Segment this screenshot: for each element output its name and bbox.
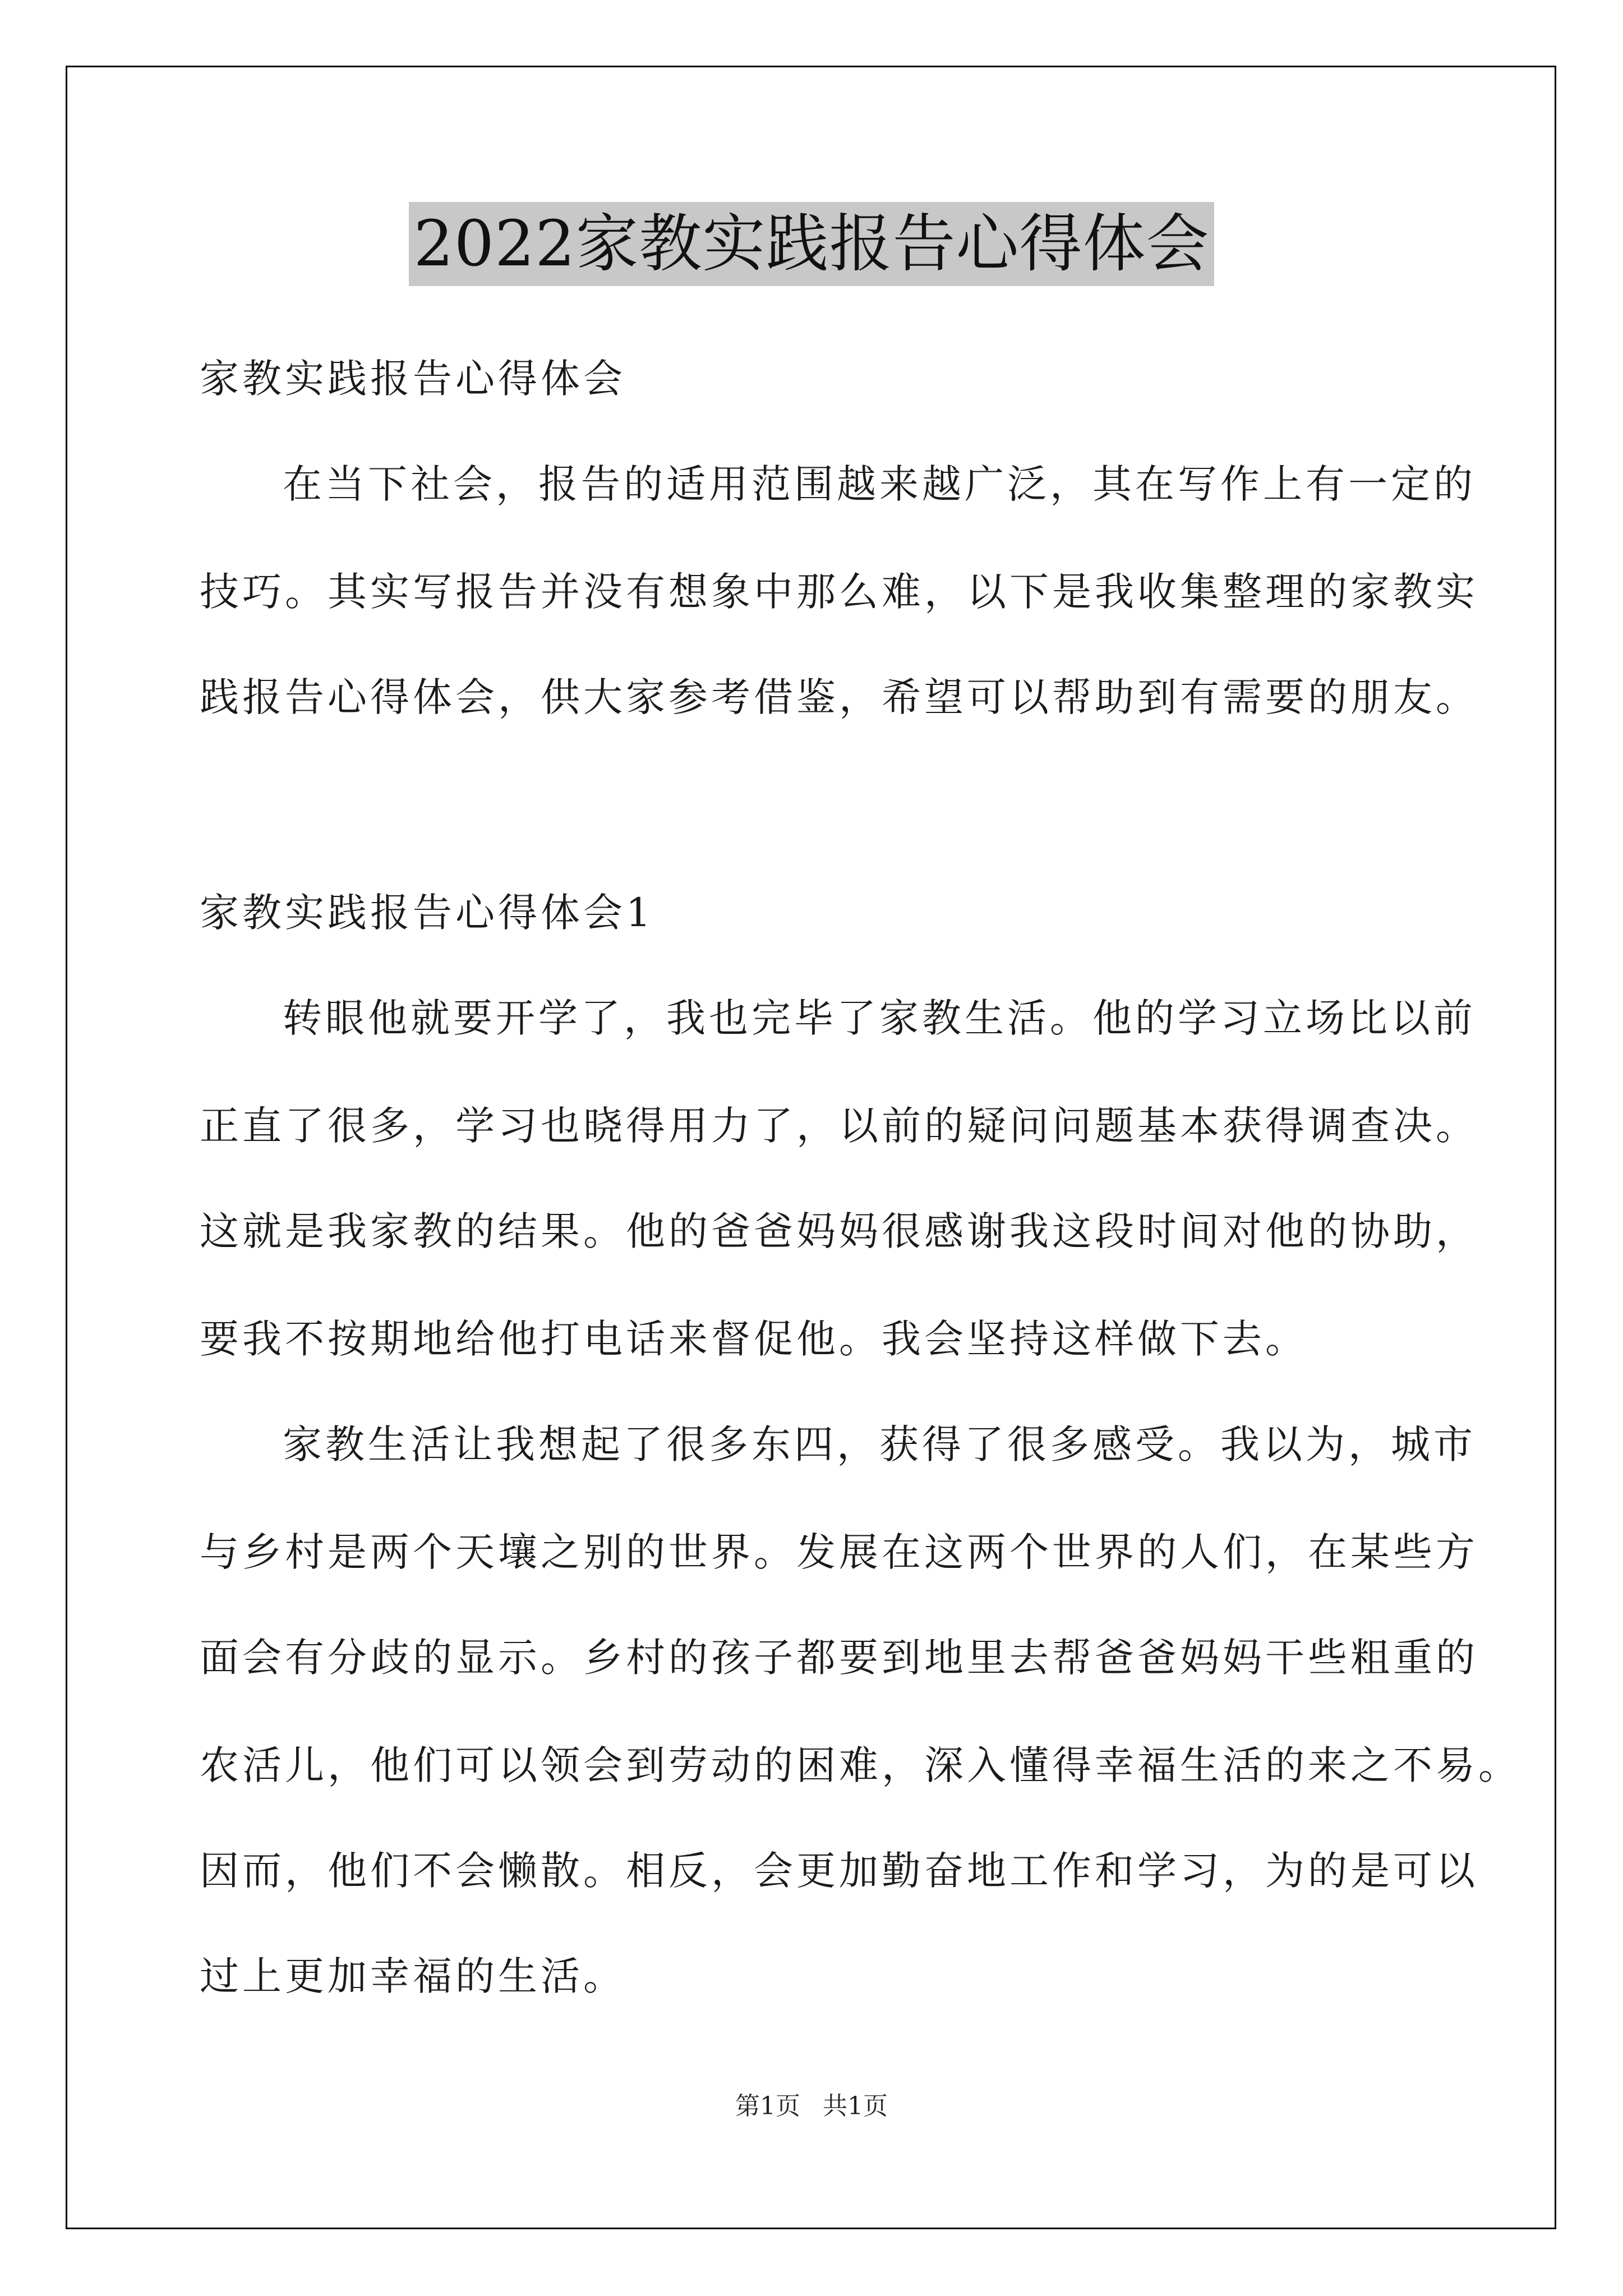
section-1-p2-line-2: 与乡村是两个天壤之别的世界。发展在这两个世界的人们，在某些方	[200, 1529, 1478, 1575]
document-subtitle: 家教实践报告心得体会	[200, 356, 626, 402]
document-title: 2022家教实践报告心得体会	[409, 202, 1214, 286]
section-1-p2-line-5: 因而，他们不会懒散。相反，会更加勤奋地工作和学习，为的是可以	[200, 1848, 1478, 1894]
section-1-heading: 家教实践报告心得体会1	[200, 890, 654, 936]
title-container	[0, 202, 1623, 286]
section-1-p1-line-1: 转眼他就要开学了，我也完毕了家教生活。他的学习立场比以前	[283, 995, 1476, 1041]
page-number-total: 共1页	[823, 2092, 888, 2120]
section-1-p2-line-4: 农活儿，他们可以领会到劳动的困难，深入懂得幸福生活的来之不易。	[200, 1742, 1521, 1788]
section-1-p2-line-1: 家教生活让我想起了很多东四，获得了很多感受。我以为，城市	[283, 1421, 1476, 1467]
section-1-p1-line-4: 要我不按期地给他打电话来督促他。我会坚持这样做下去。	[200, 1316, 1308, 1362]
intro-line-2: 技巧。其实写报告并没有想象中那么难，以下是我收集整理的家教实	[200, 569, 1478, 615]
page-number-current: 第1页	[735, 2092, 800, 2120]
section-1-p2-line-3: 面会有分歧的显示。乡村的孩子都要到地里去帮爸爸妈妈干些粗重的	[200, 1635, 1478, 1681]
section-1-p1-line-2: 正直了很多，学习也晓得用力了，以前的疑问问题基本获得调查决。	[200, 1103, 1478, 1149]
section-1-p1-line-3: 这就是我家教的结果。他的爸爸妈妈很感谢我这段时间对他的协助，	[200, 1208, 1478, 1254]
page-footer	[0, 2090, 1623, 2123]
intro-line-3: 践报告心得体会，供大家参考借鉴，希望可以帮助到有需要的朋友。	[200, 674, 1478, 720]
intro-line-1: 在当下社会，报告的适用范围越来越广泛，其在写作上有一定的	[283, 461, 1476, 507]
section-1-p2-line-6: 过上更加幸福的生活。	[200, 1953, 626, 1999]
